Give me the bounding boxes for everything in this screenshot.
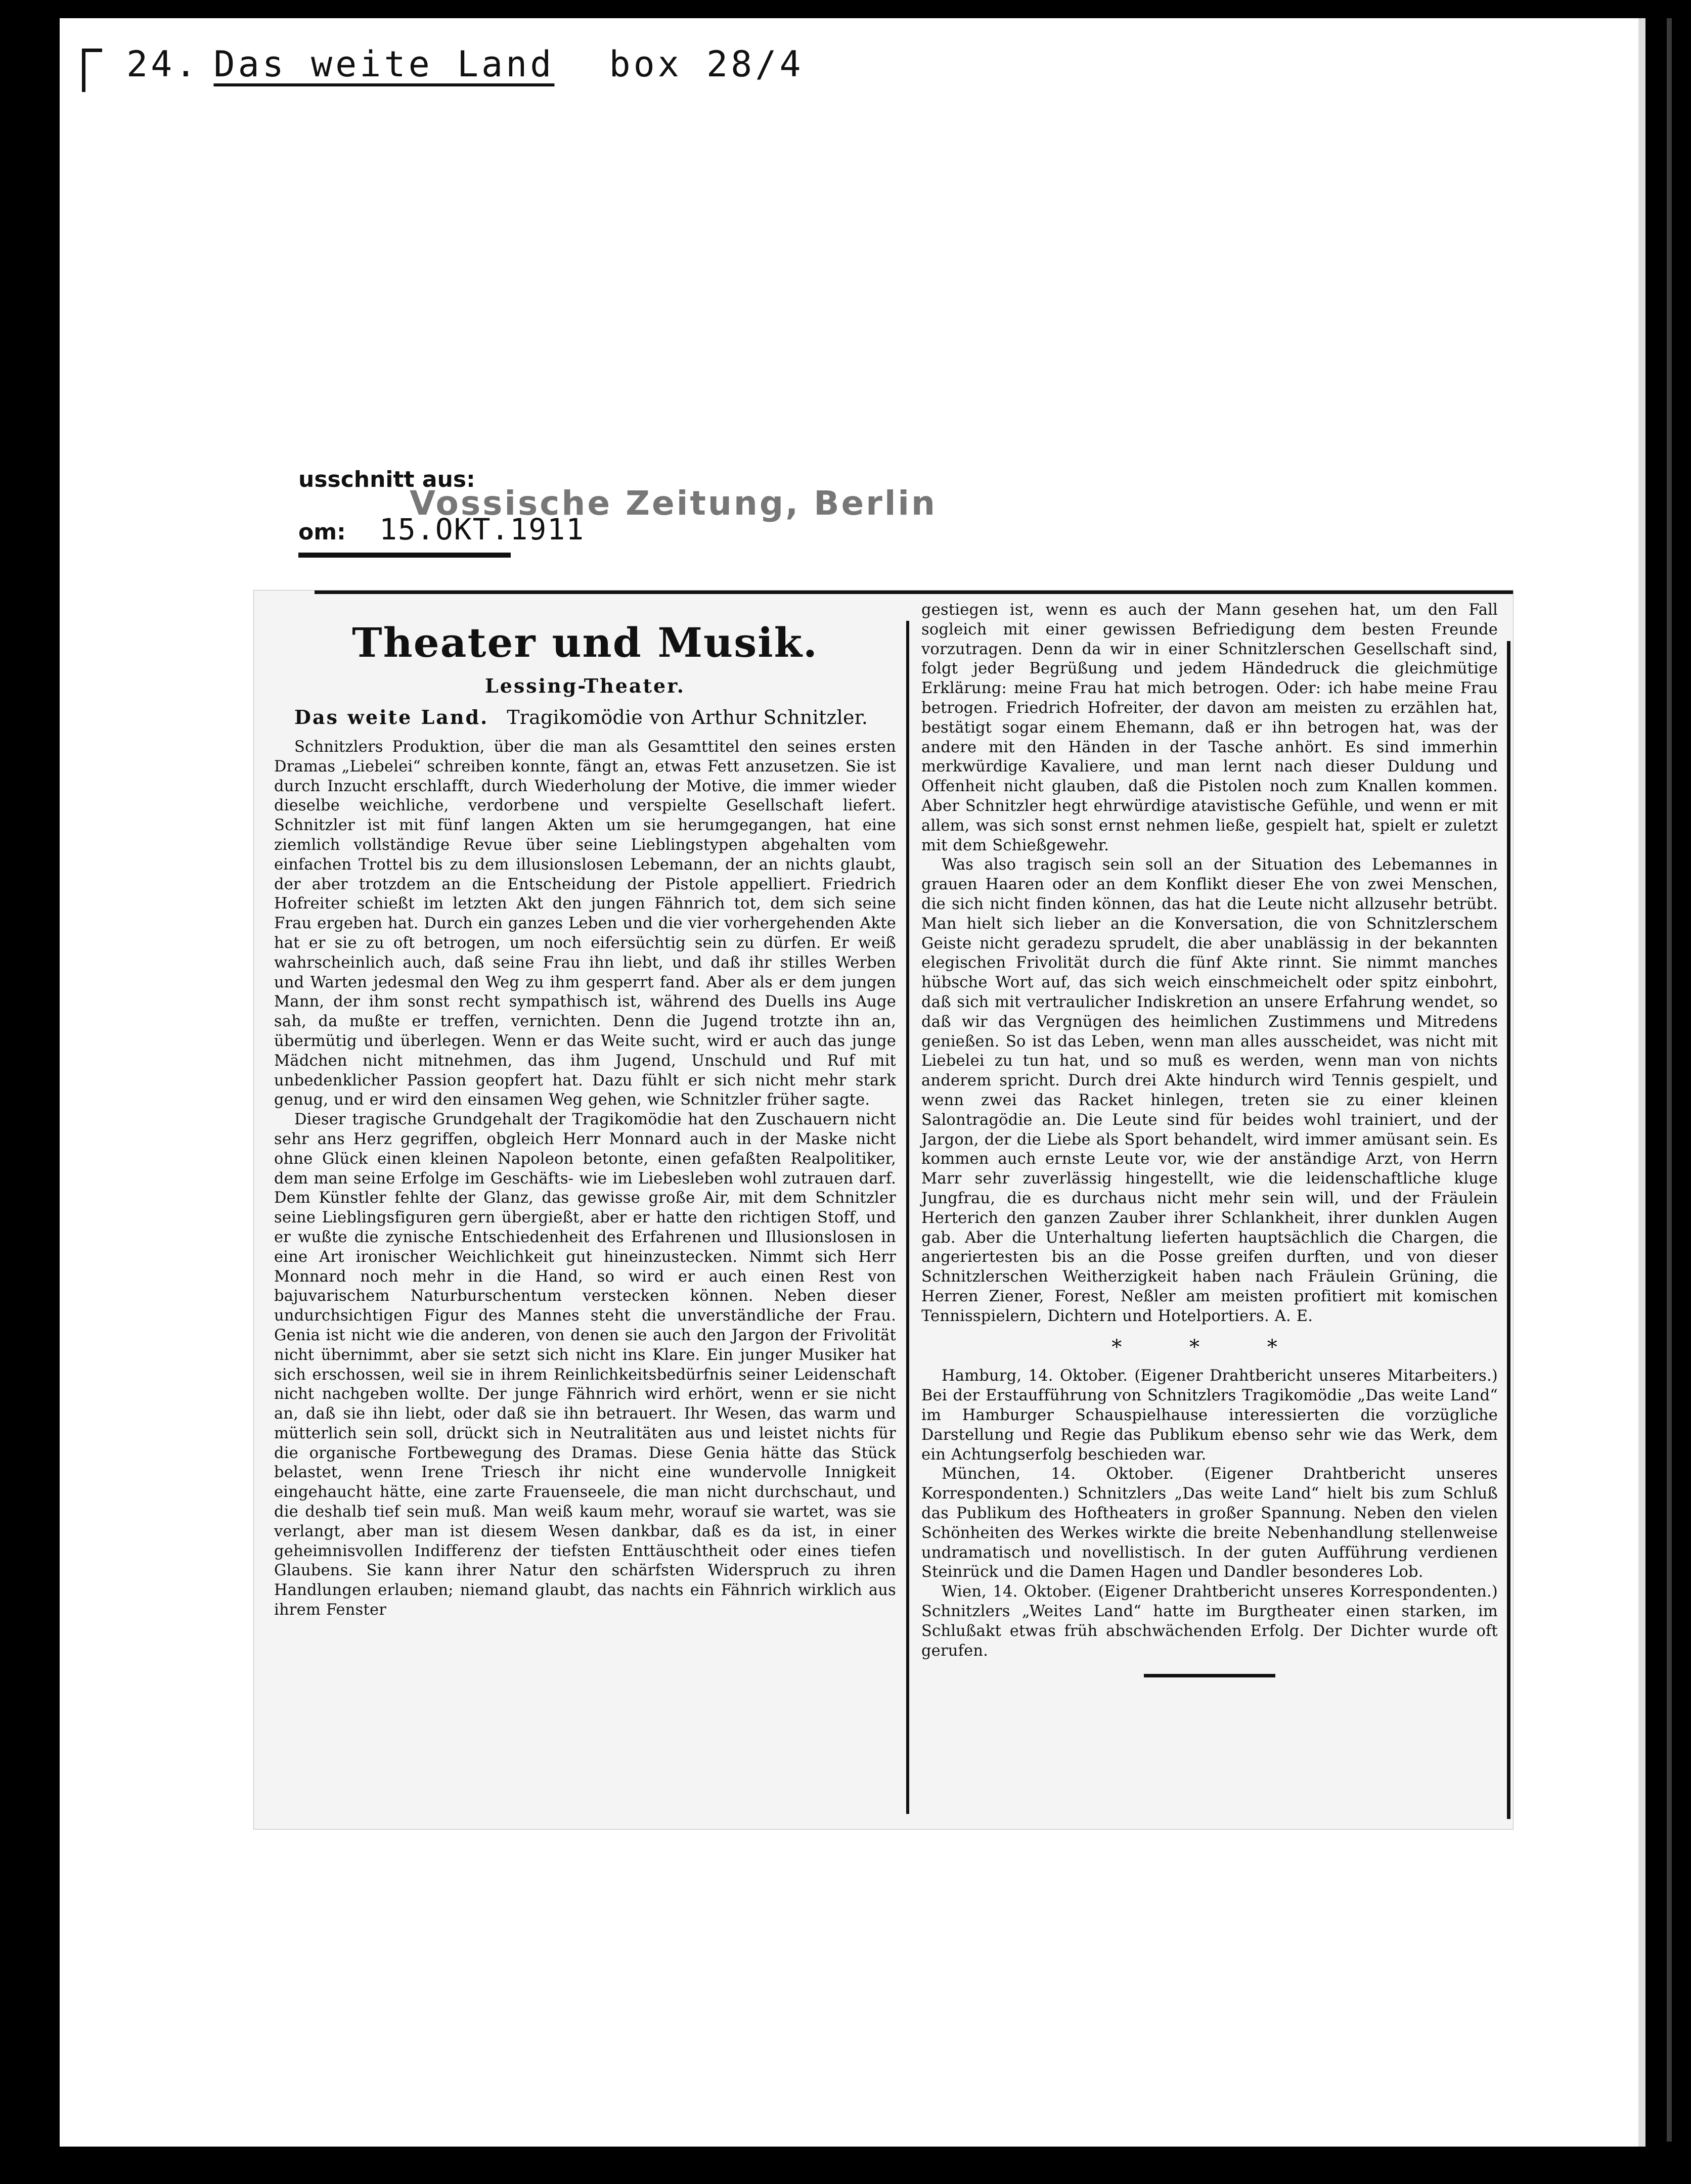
article-paragraph: Was also tragisch sein soll an der Situation des Lebemannes in grauen Haaren oder an dem Konflikt dieser Ehe von zwei Menschen, die sich nicht finden können, das hat die Leute nicht allzusehr betrübt. Man hielt sich lieber an die Konversation, die von Schnitzlerschem Geiste nicht geradezu sprudelt, die aber unablässig in der bekannten elegischen Frivolität durch die fünf Akte rinnt. Sie nimmt manches hübsche Wort auf, das sich weich einschmeichelt oder spitz einbohrt, daß sich mit vertraulicher Indiskretion an unsere Erfahrung wendet, so daß wir das Vergnügen des heimlichen Zustimmens und Mitredens genießen. So ist das Leben, wenn man alles ausscheidet, was nicht mit Liebelei zu tun hat, und so muß es werden, wenn man von nichts anderem spricht. Durch drei Akte hindurch wird Tennis gespielt, und wenn zwei das Racket hinlegen, treten sie zu einer kleinen Salontragödie an. Die Leute sind für beides wohl trainiert, und der Jargon, der die Liebe als Sport behandelt, wird immer amüsant sein. Es kommen auch ernste Leute vor, wie der anständige Arzt, von Herrn Marr sehr zuverlässig hingestellt, wie die leidenschaftliche kluge Jungfrau, die es durchaus nicht mehr sein will, und der Fräulein Herterich den ganzen Zauber ihrer Schlankheit, ihrer dunklen Augen gab. Aber die Unterhaltung lieferten hauptsächlich die Chargen, die angeriertesten bis an die Posse greifen durften, und von dieser Schnitzlerschen Weitherzigkeit haben nach Fräulein Grüning, die Herren Ziener, Forest, Neßler am meisten profitiert mit komischen Tennisspielern, Dichtern und Hotelportiers. A. E. bbox=[921, 856, 1498, 1325]
play-line bbox=[294, 704, 896, 731]
stamp-source-label: usschnitt aus: bbox=[298, 467, 475, 492]
card-title: Das weite Land bbox=[213, 43, 555, 85]
sheet-edge bbox=[1638, 18, 1645, 2147]
play-title: Das weite Land. bbox=[294, 706, 489, 729]
play-subtitle: Tragikomödie von Arthur Schnitzler. bbox=[507, 706, 868, 729]
section-title: Theater und Musik. bbox=[352, 619, 818, 666]
end-rule bbox=[1144, 1674, 1275, 1677]
sheet-shadow bbox=[1667, 18, 1672, 2142]
stamp-newspaper: Vossische Zeitung, Berlin bbox=[410, 484, 938, 523]
stamp-underline bbox=[298, 553, 511, 558]
card-number: 24. bbox=[126, 43, 200, 85]
stamp-date-label: om: bbox=[298, 519, 346, 545]
clipping-right-rule bbox=[1507, 641, 1510, 1819]
clipping-stamp bbox=[298, 458, 938, 561]
newspaper-clipping bbox=[254, 590, 1513, 1829]
section-separator: * * * bbox=[1111, 1336, 1308, 1359]
stamp-date: 15.OKT.1911 bbox=[379, 512, 585, 547]
article-paragraph: gestiegen ist, wenn es auch der Mann gesehen hat, um den Fall sogleich mit einer gewissen Befriedigung dem besten Freunde vorzutragen. Denn da wir in einer Schnitzlerschen Gesellschaft sind, folgt jeder Begrüßung und jedem Händedruck die gleichmütige Erklärung: meine Frau hat mich betrogen. Oder: ich habe meine Frau betrogen. Friedrich Hofreiter, der davon am meisten zu erzählen hat, bestätigt sogar einem Ehemann, daß er ihn betrogen hat, was der andere mit den Händen in der Tasche anhört. Es sind immerhin merkwürdige Kavaliere, und man lernt nach dieser Duldung und Offenheit nicht glauben, daß die Pistolen noch zum Knallen kommen. Aber Schnitzler hegt ehrwürdige atavistische Gefühle, und wenn er mit allem, was sich sonst ernst nehmen ließe, gespielt hat, spielt er zuletzt mit dem Schießgewehr. bbox=[921, 601, 1498, 854]
theater-name: Lessing-Theater. bbox=[485, 674, 685, 697]
card-header bbox=[126, 43, 804, 85]
wire-report: Hamburg, 14. Oktober. (Eigener Drahtbericht unseres Mitarbeiters.) Bei der Erstaufführung von Schnitzlers Tragikomödie „Das weite Land“ im Hamburger Schauspielhause interessierten die vorzügliche Darstellung und Regie das Publikum ebenso sehr wie das Werk, dem ein Achtungserfolg beschieden war. bbox=[921, 1367, 1498, 1464]
box-label: box 28/4 bbox=[609, 43, 804, 85]
column-divider bbox=[906, 621, 909, 1814]
article-paragraph: Schnitzlers Produktion, über die man als Gesamttitel den seines ersten Dramas „Liebelei“ schreiben konnte, fängt an, etwas Fett anzusetzen. Sie ist durch Inzucht erschlafft, durch Wiederholung der Motive, die immer wieder dieselbe weichliche, verdorbene und verspielte Gesellschaft liefert. Schnitzler ist mit fünf langen Akten um sie herumgegangen, hat eine ziemlich vollständige Revue über seine Lieblingstypen abgehalten vom einfachen Trottel bis zu dem illusionslosen Lebemann, der an nichts glaubt, der aber trotzdem an die Entscheidung der Pistole appelliert. Friedrich Hofreiter schießt im letzten Akt den jungen Fähnrich tot, dem sich seine Frau ergeben hat. Durch ein ganzes Leben und die vier vorhergehenden Akte hat er sie zu oft betrogen, um noch eifersüchtig sein zu dürfen. Er weiß wahrscheinlich auch, daß seine Frau ihn liebt, und daß ihr stilles Werben und Warten jedesmal den Weg zu ihm gesperrt fand. Aber als er dem jungen Mann, der ihm sonst recht sympathisch ist, während des Duells ins Auge sah, da mußte er treffen, vernichten. Denn die Jugend trotzte ihn an, übermütig und überlegen. Wenn er das Weite sucht, wird er auch das junge Mädchen nicht mitnehmen, das ihm Jugend, Unschuld und Ruf mit unbedenklicher Passion geopfert hat. Dazu fühlt er sich nicht mehr stark genug, und er wird den einsamen Weg gehen, wie Schnitzler früher sagte. bbox=[274, 738, 896, 1109]
article-column-left bbox=[274, 618, 896, 1620]
article-paragraph: Dieser tragische Grundgehalt der Tragikomödie hat den Zuschauern nicht sehr ans Herz gegriffen, obgleich Herr Monnard auch in der Maske nicht ohne Glück einen kleinen Napoleon betonte, einen gefaßten Realpolitiker, dem man seine Erfolge im Geschäfts- wie im Liebesleben wohl zutrauen darf. Dem Künstler fehlte der Glanz, das gewisse große Air, mit dem Schnitzler seine Lieblingsfiguren gern übergießt, aber er hatte den richtigen Stoff, und er wußte die zynische Entschiedenheit des Erfahrenen und Illusionslosen in eine Art ironischer Weichlichkeit gut hineinzustecken. Nimmt sich Herr Monnard noch mehr in die Hand, so wird er auch einen Rest von bajuvarischem Naturburschentum verstecken können. Neben dieser undurchsichtigen Figur des Mannes steht die unverständliche der Frau. Genia ist nicht wie die anderen, von denen sie auch den Jargon der Frivolität nicht übernimmt, aber sie setzt sich nicht ins Klare. Ein junger Musiker hat sich erschossen, weil sie in ihrem Reinlichkeitsbedürfnis seiner Leidenschaft nicht nachgeben wollte. Der junge Fähnrich wird erhört, wenn er sie nicht an, daß sie ihn liebt, oder daß sie ihn betrauert. Ihr Wesen, das warm und mütterlich sein soll, drückt sich in Neutralitäten aus und leistet nichts für die organische Fortbewegung des Dramas. Diese Genia hätte das Stück belastet, wenn Irene Triesch ihr nicht eine wundervolle Innigkeit eingehaucht hätte, eine zarte Frauenseele, die man nicht durchschaut, und die deshalb tief sein muß. Man weiß kaum mehr, worauf sie wartet, was sie verlangt, aber man ist diesem Wesen dankbar, daß es da ist, in einer geheimnisvollen Indifferenz der tiefsten Enttäuschtheit oder eines tiefen Glaubens. Sie kann ihrer Natur den schärfsten Widerspruch zu ihren Handlungen erlauben; niemand glaubt, das nachts ein Fähnrich wirklich aus ihrem Fenster bbox=[274, 1111, 896, 1619]
wire-report: München, 14. Oktober. (Eigener Drahtbericht unseres Korrespondenten.) Schnitzlers „Das weite Land“ hielt bis zum Schluß das Publikum des Hoftheaters in großer Spannung. Neben den vielen Schönheiten des Werkes wirkte die breite Nebenhandlung stellenweise undramatisch und novellistisch. In der guten Aufführung verdienen Steinrück und die Damen Hagen und Dandler besonderes Lob. bbox=[921, 1465, 1498, 1581]
corner-mark-left bbox=[82, 49, 85, 92]
article-column-right bbox=[921, 601, 1498, 1677]
wire-report: Wien, 14. Oktober. (Eigener Drahtbericht unseres Korrespondenten.) Schnitzlers „Weites Land“ hatte im Burgtheater einen starken, im Schlußakt etwas früh abschwächenden Erfolg. Der Dichter wurde oft gerufen. bbox=[921, 1583, 1498, 1660]
clipping-top-rule bbox=[315, 590, 1513, 594]
